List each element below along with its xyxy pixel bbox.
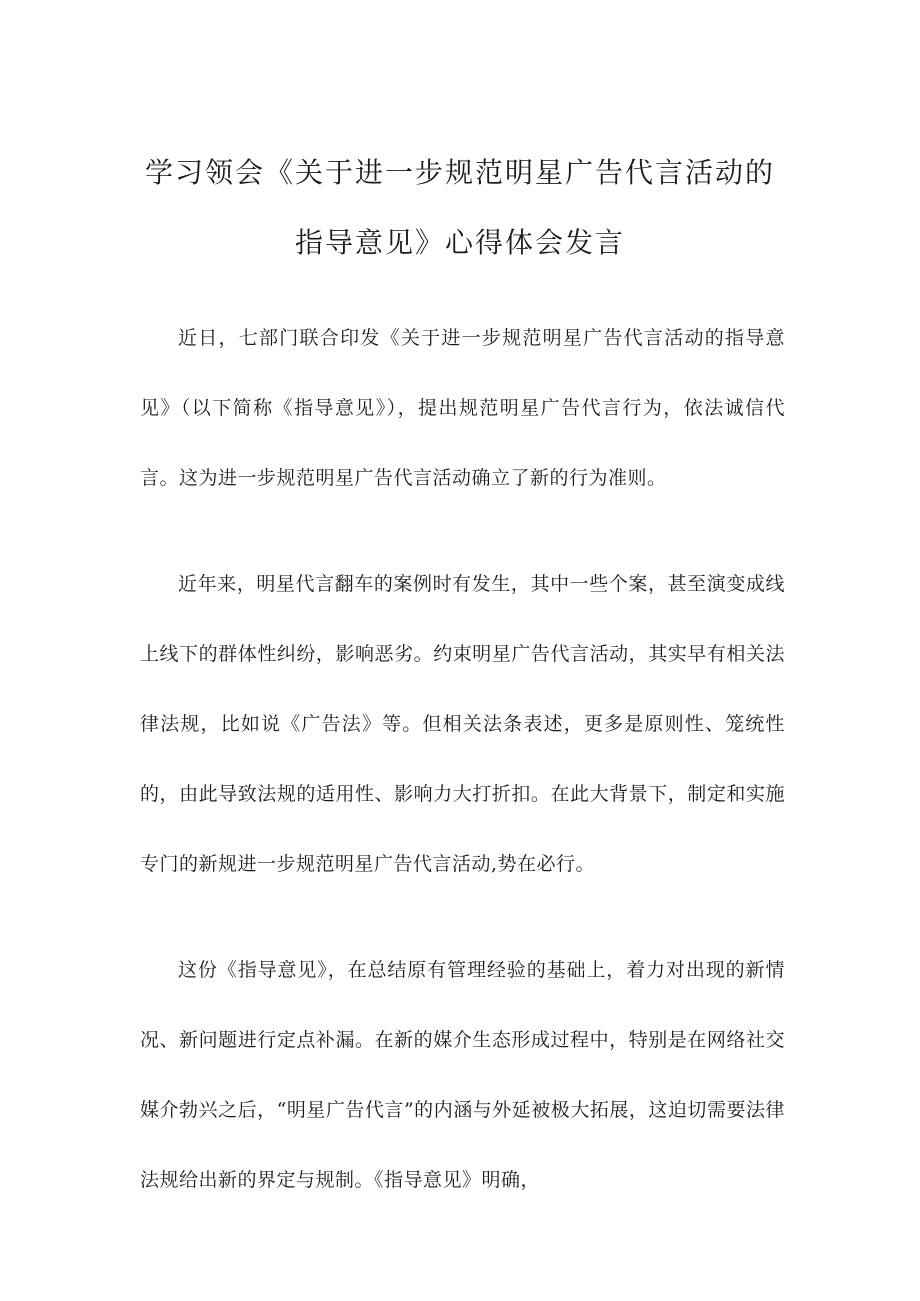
document-body xyxy=(140,303,785,1251)
paragraph: 这份《指导意见》，在总结原有管理经验的基础上，着力对出现的新情况、新问题进行定点补漏。在新的媒介生态形成过程中，特别是在网络社交媒介勃兴之后，“明星广告代言”的内涵与外延被极大拓展，这迫切需要法律法规给出新的界定与规制。《指导意见》明确， xyxy=(140,959,785,1191)
document-title: 学习领会《关于进一步规范明星广告代言活动的指导意见》心得体会发言 xyxy=(144,156,775,259)
paragraph: 近年来，明星代言翻车的案例时有发生，其中一些个案，甚至演变成线上线下的群体性纠纷，影响恶劣。约束明星广告代言活动，其实早有相关法律法规，比如说《广告法》等。但相关法条表述，更多是原则性、笼统性的，由此导致法规的适用性、影响力大打折扣。在此大背景下，制定和实施专门的新规进一步规范明星广告代言活动,势在必行。 xyxy=(140,573,785,875)
paragraph: 近日，七部门联合印发《关于进一步规范明星广告代言活动的指导意见》（以下简称《指导意见》），提出规范明星广告代言行为，依法诚信代言。这为进一步规范明星广告代言活动确立了新的行为准则。 xyxy=(140,327,785,489)
